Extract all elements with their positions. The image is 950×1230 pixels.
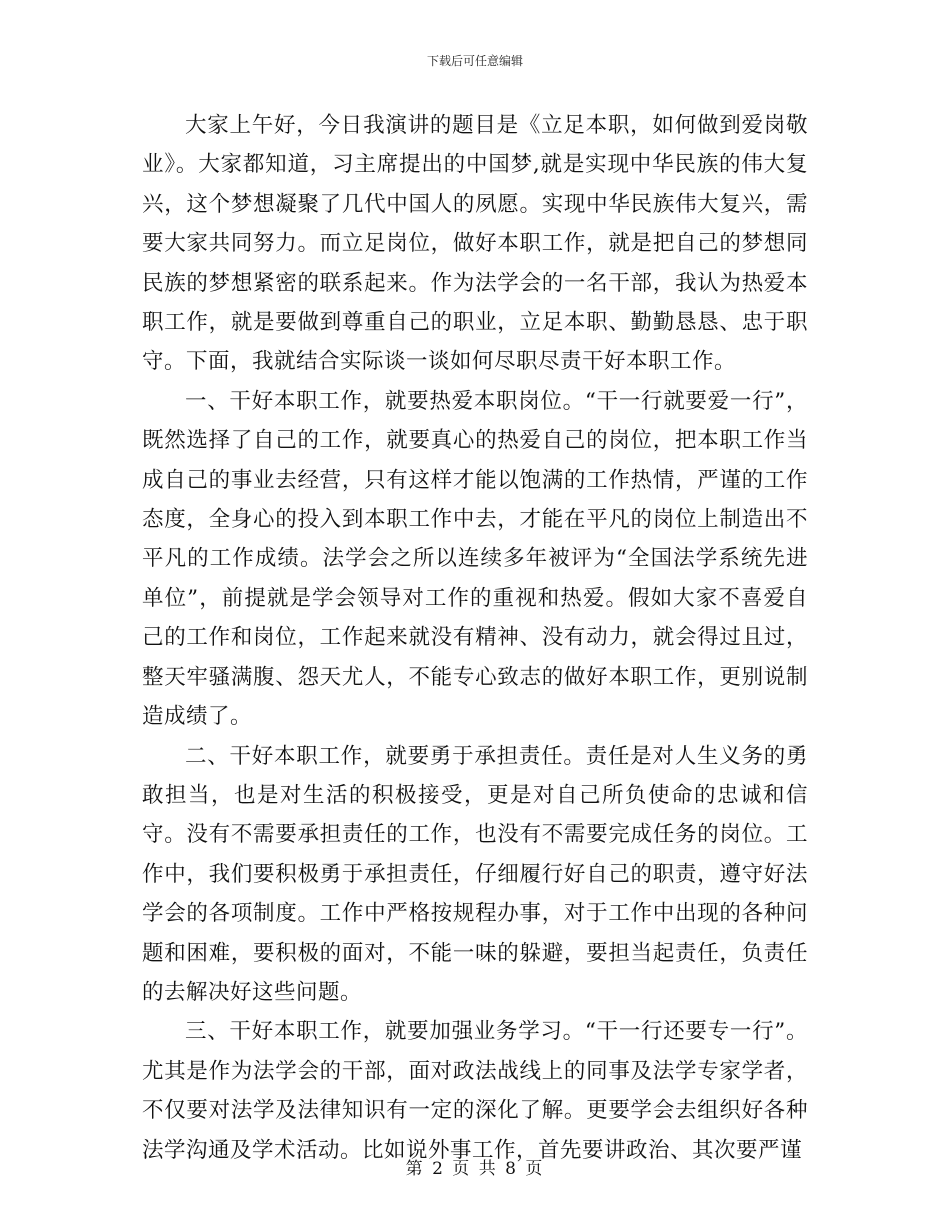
paragraph-point-one: 一、干好本职工作，就要热爱本职岗位。“干一行就要爱一行”，既然选择了自己的工作，就要真心的热爱自己的岗位，把本职工作当成自己的事业去经营，只有这样才能以饱满的工作热情，严谨的工作态度，全身心的投入到本职工作中去，才能在平凡的岗位上制造出不平凡的工作成绩。法学会之所以连续多年被评为“全国法学系统先进单位”，前提就是学会领导对工作的重视和热爱。假如大家不喜爱自己的工作和岗位，工作起来就没有精神、没有动力，就会得过且过，整天牢骚满腹、怨天尤人，不能专心致志的做好本职工作，更别说制造成绩了。: [142, 388, 808, 730]
header-note: 下载后可任意编辑: [426, 54, 523, 68]
paragraph-point-three: 三、干好本职工作，就要加强业务学习。“干一行还要专一行”。尤其是作为法学会的干部，面对政法战线上的同事及法学专家学者，不仅要对法学及法律知识有一定的深化了解。更要学会去组织好各种法学沟通及学术活动。比如说外事工作，首先要讲政治、其次要严谨: [142, 1019, 808, 1163]
body-text: [142, 106, 808, 1170]
page-number-footer: 第 2 页 共 8 页: [405, 1159, 545, 1179]
paragraph-intro: 大家上午好，今日我演讲的题目是《立足本职，如何做到爱岗敬业》。大家都知道，习主席提出的中国梦,就是实现中华民族的伟大复兴，这个梦想凝聚了几代中国人的夙愿。实现中华民族伟大复兴，需要大家共同努力。而立足岗位，做好本职工作，就是把自己的梦想同民族的梦想紧密的联系起来。作为法学会的一名干部，我认为热爱本职工作，就是要做到尊重自己的职业，立足本职、勤勤恳恳、忠于职守。下面，我就结合实际谈一谈如何尽职尽责干好本职工作。: [142, 113, 808, 375]
paragraph-point-two: 二、干好本职工作，就要勇于承担责任。责任是对人生义务的勇敢担当，也是对生活的积极接受，更是对自己所负使命的忠诚和信守。没有不需要承担责任的工作，也没有不需要完成任务的岗位。工作中，我们要积极勇于承担责任，仔细履行好自己的职责，遵守好法学会的各项制度。工作中严格按规程办事，对于工作中出现的各种问题和困难，要积极的面对，不能一味的躲避，要担当起责任，负责任的去解决好这些问题。: [142, 743, 808, 1005]
